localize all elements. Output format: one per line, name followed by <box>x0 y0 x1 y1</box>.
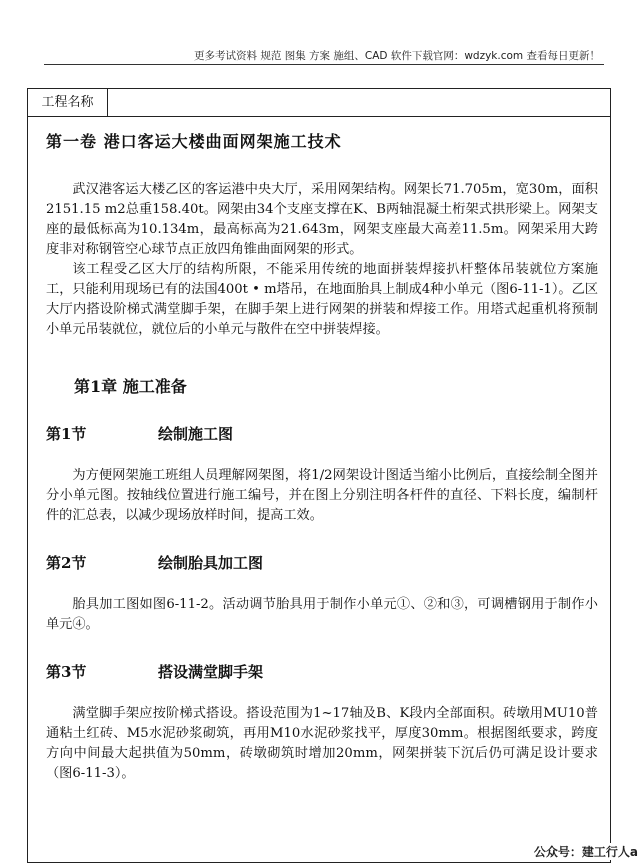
section-heading-3 <box>46 661 598 682</box>
section-heading-1 <box>46 423 598 444</box>
project-name-row <box>28 89 610 117</box>
download-site-header: 更多考试资料 规范 图集 方案 施组、CAD 软件下载官网：wdzyk.com 查看每日更新！ <box>194 50 600 62</box>
chapter-title: 第1章 施工准备 <box>74 377 187 396</box>
header-divider <box>44 64 604 65</box>
section-3-paragraph: 满堂脚手架应按阶梯式搭设。搭设范围为1~17轴及B、K段内全部面积。砖墩用MU10普通粘土红砖、M5水泥砂浆砌筑，再用M10水泥砂浆找平，厚度30mm。根据图纸要求，跨度方向中间最大起拱值为50mm，砖墩砌筑时增加20mm，网架拼装下沉后仍可满足设计要求（图6-11-3）。 <box>46 706 598 781</box>
intro-paragraph-2: 该工程受乙区大厅的结构所限，不能采用传统的地面拼装焊接扒杆整体吊装就位方案施工，只能利用现场已有的法国400t • m塔吊，在地面胎具上制成4种小单元（图6-11-1）。乙区大厅内搭设阶梯式满堂脚手架，在脚手架上进行网架的拼装和焊接工作。用塔式起重机将预制小单元吊装就位，就位后的小单元与散件在空中拼装焊接。 <box>46 262 598 337</box>
document-frame <box>27 88 611 863</box>
document-content <box>46 129 598 784</box>
section-2-paragraph: 胎具加工图如图6-11-2。活动调节胎具用于制作小单元①、②和③，可调槽钢用于制作小单元④。 <box>46 597 598 632</box>
section-number: 第2节 <box>46 554 87 572</box>
section-number: 第3节 <box>46 663 87 681</box>
wechat-watermark: 公众号：建工行人a <box>528 843 638 860</box>
section-title: 绘制胎具加工图 <box>158 554 264 572</box>
volume-title: 第一卷 港口客运大楼曲面网架施工技术 <box>46 132 342 151</box>
section-title: 绘制施工图 <box>158 425 234 443</box>
section-heading-2 <box>46 552 598 573</box>
section-1-paragraph: 为方便网架施工班组人员理解网架图，将1/2网架设计图适当缩小比例后，直接绘制全图并分小单元图。按轴线位置进行施工编号，并在图上分别注明各杆件的直径、下料长度，编制杆件的汇总表，以减少现场放样时间，提高工效。 <box>46 468 598 523</box>
intro-paragraph-1: 武汉港客运大楼乙区的客运港中央大厅，采用网架结构。网架长71.705m，宽30m，面积2151.15 m2总重158.40t。网架由34个支座支撑在K、B两轴混凝土桁架式拱形梁上。网架支座的最低标高为10.134m，最高标高为21.643m，网架支座最大高差11.5m。网架采用大跨度非对称钢管空心球节点正放四角锥曲面网架的形式。 <box>46 182 598 257</box>
section-title: 搭设满堂脚手架 <box>158 663 264 681</box>
project-name-label: 工程名称 <box>28 89 108 116</box>
section-number: 第1节 <box>46 425 87 443</box>
